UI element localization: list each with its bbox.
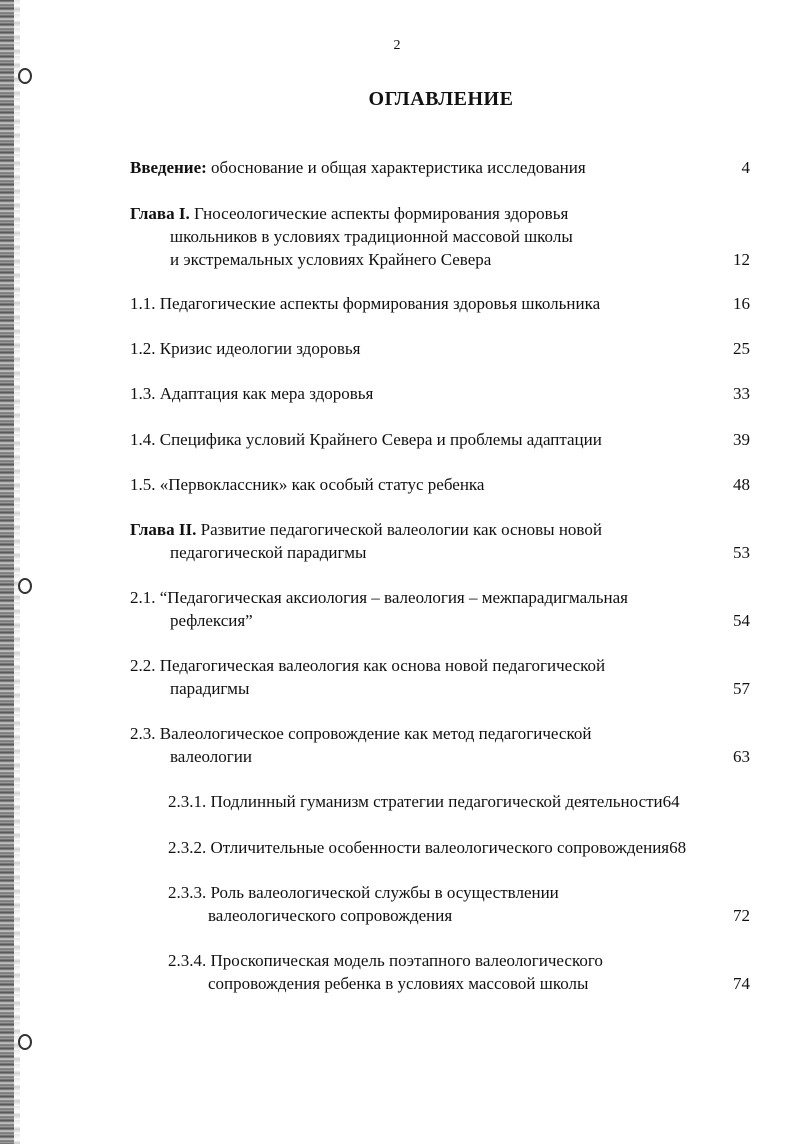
toc-page: 33 [733, 384, 750, 403]
toc-entry-1-3 [130, 382, 750, 405]
toc-page: 57 [733, 679, 750, 698]
toc-text: обоснование и общая характеристика исследования [211, 158, 586, 177]
toc-text: 1.5. «Первоклассник» как особый статус ребенка [130, 475, 485, 494]
toc-entry-chapter-2 [130, 518, 750, 564]
toc-entry-2-3-3 [168, 881, 750, 927]
toc-text: парадигмы [170, 679, 250, 698]
toc-text: школьников в условиях традиционной массовой школы [170, 227, 573, 246]
binding-hole-icon [18, 68, 32, 84]
scan-edge-artifact [0, 0, 14, 1144]
toc-entry-2-1 [130, 586, 750, 632]
toc-entry-2-3-2 [168, 836, 778, 859]
toc-label: Глава II. [130, 520, 197, 539]
toc-text: 2.3. Валеологическое сопровождение как метод педагогической [130, 724, 592, 743]
toc-text: 2.3.4. Проскопическая модель поэтапного валеологического [168, 951, 603, 970]
toc-page: 12 [733, 250, 750, 269]
toc-entry-2-3-1 [168, 790, 778, 813]
toc-text: 1.3. Адаптация как мера здоровья [130, 384, 374, 403]
toc-entry-2-3 [130, 722, 750, 768]
scan-edge-shadow [14, 0, 20, 1144]
toc-text: 2.3.1. Подлинный гуманизм стратегии педагогической деятельности [168, 792, 663, 811]
toc-entry-2-3-4 [168, 949, 750, 995]
page-number: 2 [393, 38, 401, 53]
toc-page: 16 [733, 294, 750, 313]
toc-entry-1-2 [130, 337, 750, 360]
toc-page: 48 [733, 475, 750, 494]
toc-entry-2-2 [130, 654, 750, 700]
toc-text: валеологии [170, 747, 252, 766]
toc-page: 39 [733, 430, 750, 449]
binding-hole-icon [18, 1034, 32, 1050]
toc-text: 2.3.3. Роль валеологической службы в осуществлении [168, 883, 559, 902]
toc-entry-introduction [130, 156, 750, 179]
toc-entry-1-4 [130, 428, 750, 451]
toc-text: 1.4. Специфика условий Крайнего Севера и проблемы адаптации [130, 430, 602, 449]
toc-page: 4 [741, 158, 750, 177]
toc-page: 68 [669, 838, 687, 857]
toc-page: 72 [733, 906, 750, 925]
toc-text: сопровождения ребенка в условиях массовой школы [208, 974, 589, 993]
toc-page: 54 [733, 611, 750, 630]
toc-page: 74 [733, 974, 750, 993]
toc-text: 2.1. “Педагогическая аксиология – валеология – межпарадигмальная [130, 588, 629, 607]
page-title: ОГЛАВЛЕНИЕ [368, 88, 514, 110]
toc-entry-1-5 [130, 473, 750, 496]
toc-label: Введение: [130, 158, 207, 177]
toc-text: 2.2. Педагогическая валеология как основа новой педагогической [130, 656, 606, 675]
toc-page: 63 [733, 747, 750, 766]
toc-entry-1-1 [130, 292, 750, 315]
toc-text: 2.3.2. Отличительные особенности валеологического сопровождения [168, 838, 670, 857]
toc-page: 25 [733, 339, 750, 358]
toc-text: 1.1. Педагогические аспекты формирования здоровья школьника [130, 294, 601, 313]
toc-text: валеологического сопровождения [208, 906, 453, 925]
toc-text: рефлексия” [170, 611, 253, 630]
toc-page: 64 [662, 792, 680, 811]
binding-hole-icon [18, 578, 32, 594]
toc-text: и экстремальных условиях Крайнего Севера [170, 250, 492, 269]
toc-text: Гносеологические аспекты формирования здоровья [193, 204, 569, 223]
toc-label: Глава I. [130, 204, 190, 223]
toc-text: педагогической парадигмы [170, 543, 367, 562]
toc-page: 53 [733, 543, 750, 562]
toc-text: Развитие педагогической валеологии как основы новой [200, 520, 602, 539]
toc-entry-chapter-1 [130, 202, 750, 271]
toc-text: 1.2. Кризис идеологии здоровья [130, 339, 361, 358]
